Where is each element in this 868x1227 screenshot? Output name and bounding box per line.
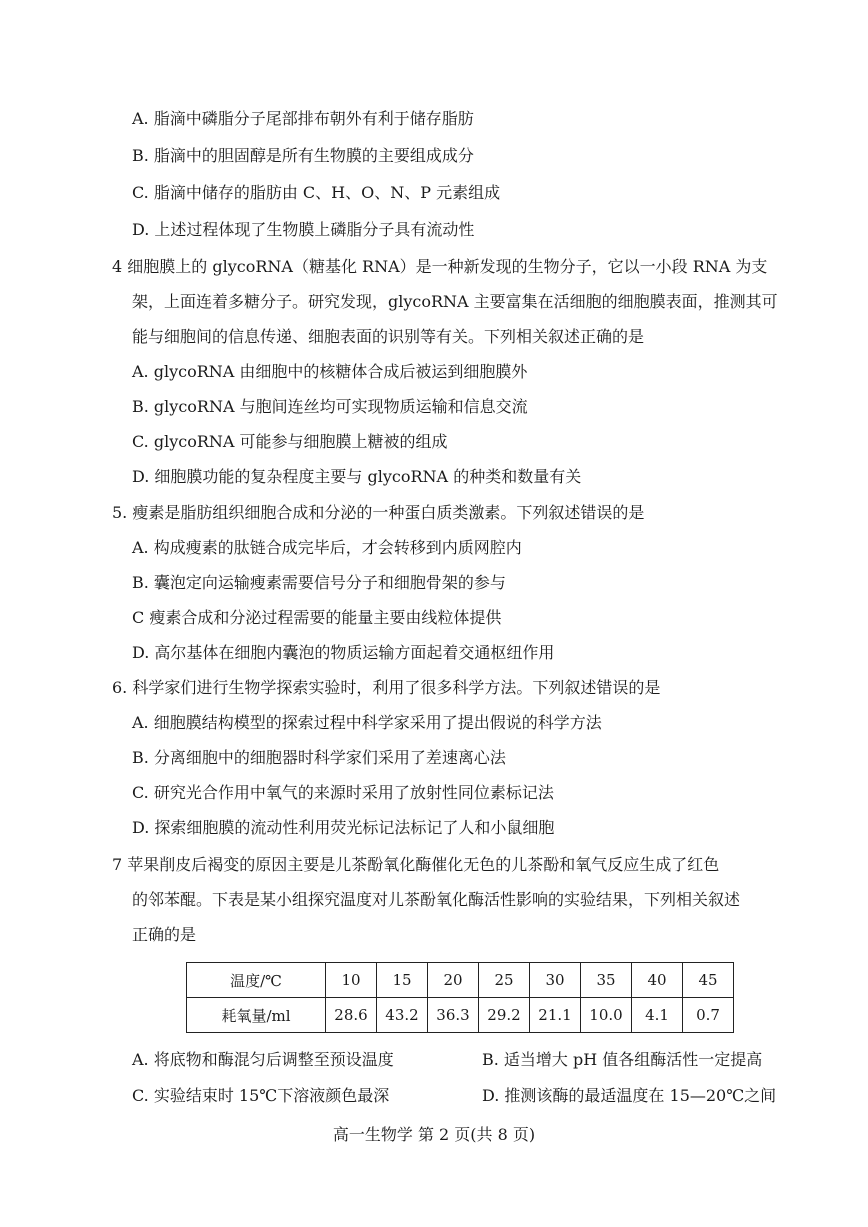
q5-stem: 5. 瘦素是脂肪组织细胞合成和分泌的一种蛋白质类激素。下列叙述错误的是 xyxy=(112,503,645,522)
q6-option-c: C. 研究光合作用中氧气的来源时采用了放射性同位素标记法 xyxy=(132,783,554,802)
q5-option-d: D. 高尔基体在细胞内囊泡的物质运输方面起着交通枢纽作用 xyxy=(132,643,555,662)
q5-option-a: A. 构成瘦素的肽链合成完毕后，才会转移到内质网腔内 xyxy=(132,538,522,557)
q5-option-b: B. 囊泡定向运输瘦素需要信号分子和细胞骨架的参与 xyxy=(132,573,506,592)
q3-option-a: A. 脂滴中磷脂分子尾部排布朝外有利于储存脂肪 xyxy=(132,109,474,128)
table-cell: 21.1 xyxy=(530,998,581,1033)
table-cell: 30 xyxy=(530,963,581,998)
q7-option-c: C. 实验结束时 15℃下溶液颜色最深 xyxy=(132,1086,390,1105)
page-footer: 高一生物学 第 2 页(共 8 页) xyxy=(332,1125,536,1144)
q6-stem: 6. 科学家们进行生物学探索实验时，利用了很多科学方法。下列叙述错误的是 xyxy=(112,678,661,697)
q3-option-b: B. 脂滴中的胆固醇是所有生物膜的主要组成成分 xyxy=(132,146,474,165)
table-header-temperature: 温度/℃ xyxy=(187,963,326,998)
q7-option-a: A. 将底物和酶混匀后调整至预设温度 xyxy=(132,1050,394,1069)
q6-option-a: A. 细胞膜结构模型的探索过程中科学家采用了提出假说的科学方法 xyxy=(132,713,602,732)
table-cell: 25 xyxy=(479,963,530,998)
table-cell: 0.7 xyxy=(683,998,734,1033)
table-cell: 40 xyxy=(632,963,683,998)
table-cell: 43.2 xyxy=(377,998,428,1033)
table-cell: 36.3 xyxy=(428,998,479,1033)
q4-option-a: A. glycoRNA 由细胞中的核糖体合成后被运到细胞膜外 xyxy=(132,362,528,381)
table-cell: 4.1 xyxy=(632,998,683,1033)
table-cell: 20 xyxy=(428,963,479,998)
q6-option-b: B. 分离细胞中的细胞器时科学家们采用了差速离心法 xyxy=(132,748,506,767)
q4-option-b: B. glycoRNA 与胞间连丝均可实现物质运输和信息交流 xyxy=(132,397,528,416)
q4-option-c: C. glycoRNA 可能参与细胞膜上糖被的组成 xyxy=(132,432,448,451)
table-cell: 28.6 xyxy=(326,998,377,1033)
table-header-oxygen: 耗氧量/ml xyxy=(187,998,326,1033)
q6-option-d: D. 探索细胞膜的流动性利用荧光标记法标记了人和小鼠细胞 xyxy=(132,818,555,837)
q7-stem-line-3: 正确的是 xyxy=(132,925,197,944)
q7-option-b: B. 适当增大 pH 值各组酶活性一定提高 xyxy=(482,1050,763,1069)
table-cell: 35 xyxy=(581,963,632,998)
q5-option-c: C 瘦素合成和分泌过程需要的能量主要由线粒体提供 xyxy=(132,608,502,627)
table-cell: 15 xyxy=(377,963,428,998)
q3-option-d: D. 上述过程体现了生物膜上磷脂分子具有流动性 xyxy=(132,220,475,239)
enzyme-activity-table xyxy=(186,962,734,1033)
q3-option-c: C. 脂滴中储存的脂肪由 C、H、O、N、P 元素组成 xyxy=(132,183,501,202)
q4-stem-line-2: 架，上面连着多糖分子。研究发现，glycoRNA 主要富集在活细胞的细胞膜表面，推测其可 xyxy=(132,292,778,311)
table-cell: 10.0 xyxy=(581,998,632,1033)
table-row-temperature xyxy=(187,963,734,998)
q7-option-d: D. 推测该酶的最适温度在 15—20℃之间 xyxy=(482,1086,777,1105)
q4-stem-line-1: 4 细胞膜上的 glycoRNA（糖基化 RNA）是一种新发现的生物分子，它以一小段 RNA 为支 xyxy=(112,257,768,276)
q7-stem-line-2: 的邻苯醌。下表是某小组探究温度对儿茶酚氧化酶活性影响的实验结果，下列相关叙述 xyxy=(132,890,741,909)
q7-stem-line-1: 7 苹果削皮后褐变的原因主要是儿茶酚氧化酶催化无色的儿茶酚和氧气反应生成了红色 xyxy=(112,855,720,874)
table-cell: 45 xyxy=(683,963,734,998)
table-cell: 29.2 xyxy=(479,998,530,1033)
table-row-oxygen xyxy=(187,998,734,1033)
q4-option-d: D. 细胞膜功能的复杂程度主要与 glycoRNA 的种类和数量有关 xyxy=(132,467,582,486)
q4-stem-line-3: 能与细胞间的信息传递、细胞表面的识别等有关。下列相关叙述正确的是 xyxy=(132,327,645,346)
table-cell: 10 xyxy=(326,963,377,998)
